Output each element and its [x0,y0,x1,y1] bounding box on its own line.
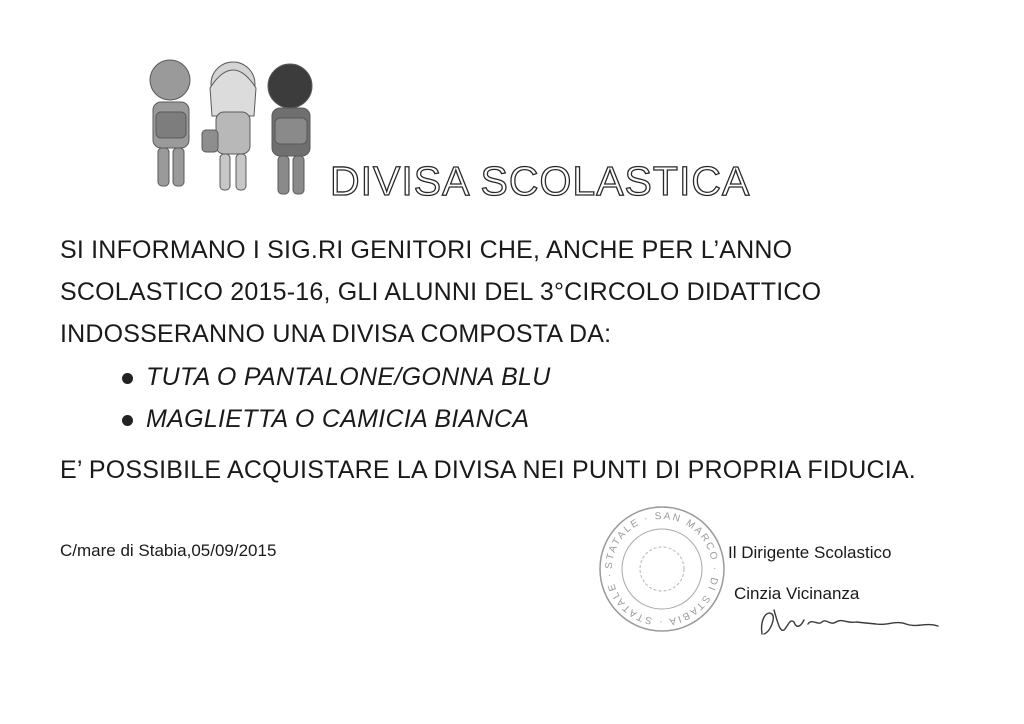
list-item-label: MAGLIETTA O CAMICIA BIANCA [146,405,530,433]
signatory-name: Cinzia Vicinanza [734,584,860,603]
uniform-items-list [120,356,551,440]
bullet-icon [122,415,133,426]
bullet-icon [122,373,133,384]
children-illustration [138,58,323,203]
list-item-label: TUTA O PANTALONE/GONNA BLU [146,363,551,391]
purchase-note: E’ POSSIBILE ACQUISTARE LA DIVISA NEI PUNTI DI PROPRIA FIDUCIA. [60,456,916,484]
svg-text:STATALE · SAN MARCO · DI STABI: STATALE · SAN MARCO · DI STABIA · STATALE · [603,510,721,628]
document-title: DIVISA SCOLASTICA [330,158,751,204]
school-stamp-icon [596,503,728,635]
list-item [120,356,551,398]
signature-icon [756,600,946,642]
intro-paragraph: SI INFORMANO I SIG.RI GENITORI CHE, ANCHE PER L’ANNO SCOLASTICO 2015-16, GLI ALUNNI DEL 3°CIRCOLO DIDATTICO INDOSSERANNO UNA DIVISA COMPOSTA DA: [60,236,822,348]
list-item [120,398,551,440]
place-date: C/mare di Stabia,05/09/2015 [60,541,277,560]
signatory-role: Il Dirigente Scolastico [728,543,892,562]
